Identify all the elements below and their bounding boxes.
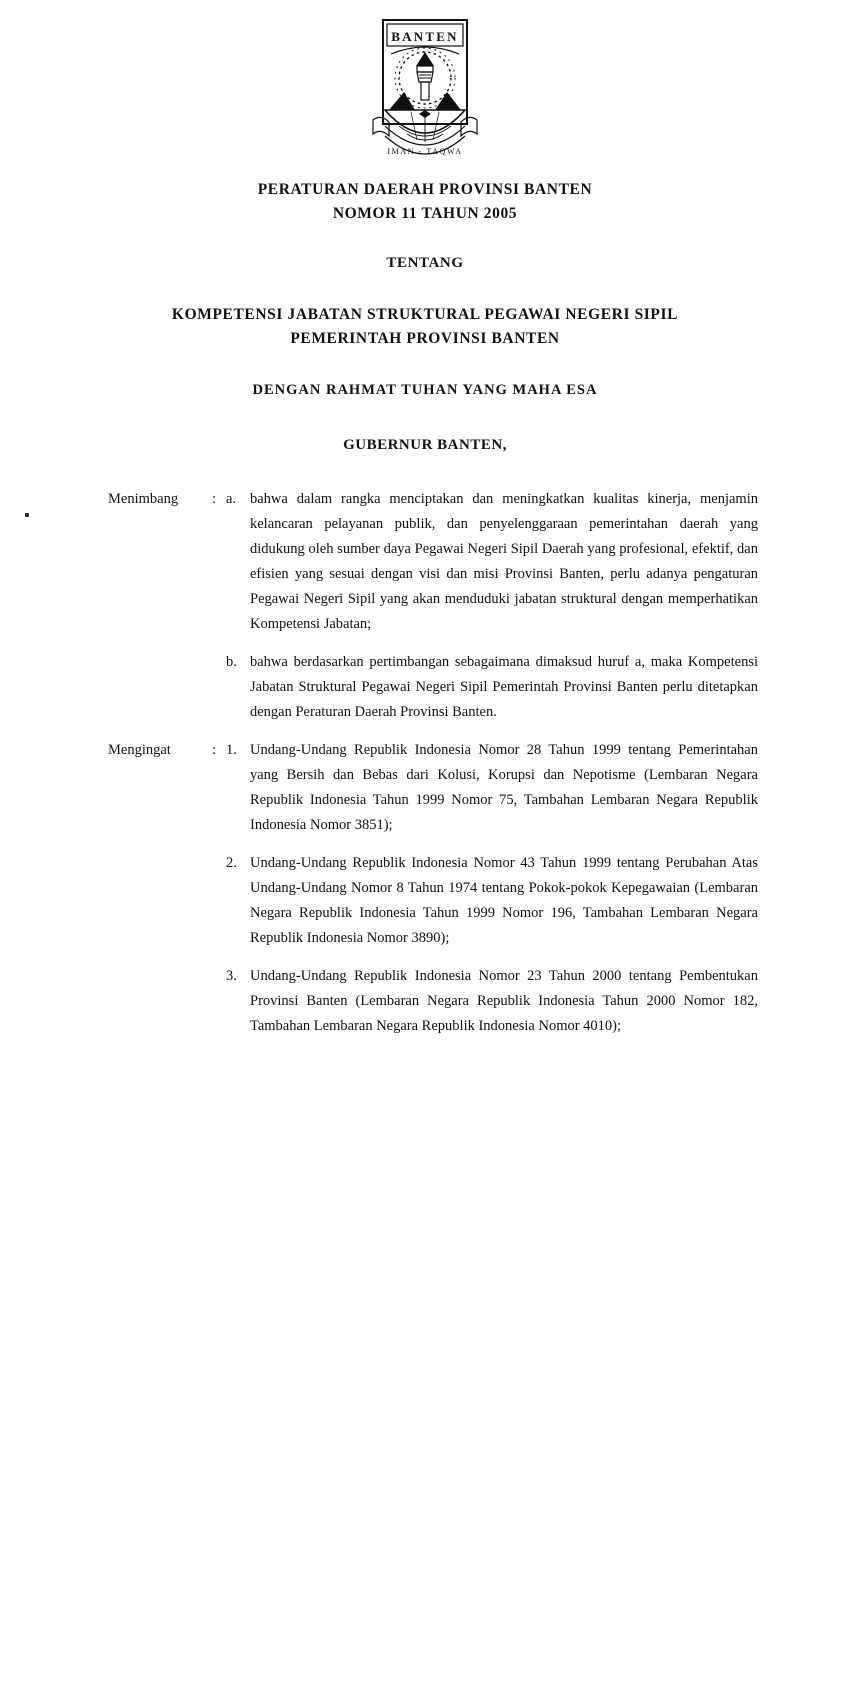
- clause-menimbang: [108, 487, 758, 724]
- list-item-marker: 2.: [226, 855, 237, 872]
- clause-mengingat: [108, 738, 758, 1038]
- list-item: [226, 851, 758, 951]
- list-item-text: Undang-Undang Republik Indonesia Nomor 23 Tahun 2000 tentang Pembentukan Provinsi Banten (Lembaran Negara Republik Indonesia Tahun 2000 Nomor 182, Tambahan Lembaran Negara Republik Indonesia Nomor 4010);: [250, 967, 758, 1034]
- clause-colon: :: [212, 742, 217, 759]
- list-item-text: bahwa dalam rangka menciptakan dan meningkatkan kualitas kinerja, menjamin kelancaran pelayanan publik, dan penyelenggaraan pemerintahan daerah yang didukung oleh sumber daya Pegawai Negeri Sipil Daerah yang profesional, efektif, dan efisien yang sesuai dengan visi dan misi Provinsi Banten, perlu adanya pengaturan Pegawai Negeri Sipil yang akan menduduki jabatan struktural dengan memperhatikan Kompetensi Jabatan;: [250, 491, 758, 632]
- list-item: [226, 738, 758, 838]
- clause-item-list: [226, 738, 758, 1038]
- regulation-number: NOMOR 11 TAHUN 2005: [332, 205, 518, 223]
- regulation-title: PERATURAN DAERAH PROVINSI BANTEN: [257, 181, 593, 198]
- clause-label: Menimbang: [108, 491, 179, 508]
- subject-line-1: KOMPETENSI JABATAN STRUKTURAL PEGAWAI NEGERI SIPIL: [171, 306, 679, 324]
- tentang-label: TENTANG: [386, 255, 464, 272]
- document-heading: [0, 178, 850, 457]
- scan-artifact-mark: [25, 513, 29, 517]
- list-item-marker: 1.: [226, 742, 237, 759]
- subject-line-2: PEMERINTAH PROVINSI BANTEN: [290, 330, 560, 348]
- list-item: [226, 964, 758, 1039]
- list-item-text: bahwa berdasarkan pertimbangan sebagaimana dimaksud huruf a, maka Kompetensi Jabatan Struktural Pegawai Negeri Sipil Pemerintah Provinsi Banten perlu ditetapkan dengan Peraturan Daerah Provinsi Banten.: [250, 653, 758, 720]
- emblem-container: [0, 0, 850, 162]
- svg-text:IMAN - TAQWA: IMAN - TAQWA: [387, 147, 463, 156]
- svg-text:BANTEN: BANTEN: [391, 29, 459, 44]
- list-item: [226, 650, 758, 725]
- list-item-marker: b.: [226, 653, 237, 670]
- authority-line: GUBERNUR BANTEN,: [343, 436, 507, 453]
- clause-item-list: [226, 487, 758, 724]
- list-item-text: Undang-Undang Republik Indonesia Nomor 43 Tahun 1999 tentang Perubahan Atas Undang-Undang Nomor 8 Tahun 1974 tentang Pokok-pokok Kepegawaian (Lembaran Negara Republik Indonesia Tahun 1999 Nomor 196, Tambahan Lembaran Negara Republik Indonesia Nomor 3890);: [250, 855, 758, 947]
- list-item-text: Undang-Undang Republik Indonesia Nomor 28 Tahun 1999 tentang Pemerintahan yang Bersih dan Bebas dari Kolusi, Korupsi dan Nepotisme (Lembaran Negara Republik Indonesia Tahun 1999 Nomor 75, Tambahan Lembaran Negara Republik Indonesia Nomor 3851);: [250, 742, 758, 834]
- list-item-marker: 3.: [226, 967, 237, 984]
- banten-crest-icon: [355, 14, 495, 162]
- document-body: [0, 487, 850, 1039]
- list-item: [226, 487, 758, 637]
- list-item-marker: a.: [226, 491, 237, 508]
- clause-colon: :: [212, 491, 217, 508]
- invocation-line: DENGAN RAHMAT TUHAN YANG MAHA ESA: [252, 382, 598, 399]
- clause-label: Mengingat: [108, 742, 171, 759]
